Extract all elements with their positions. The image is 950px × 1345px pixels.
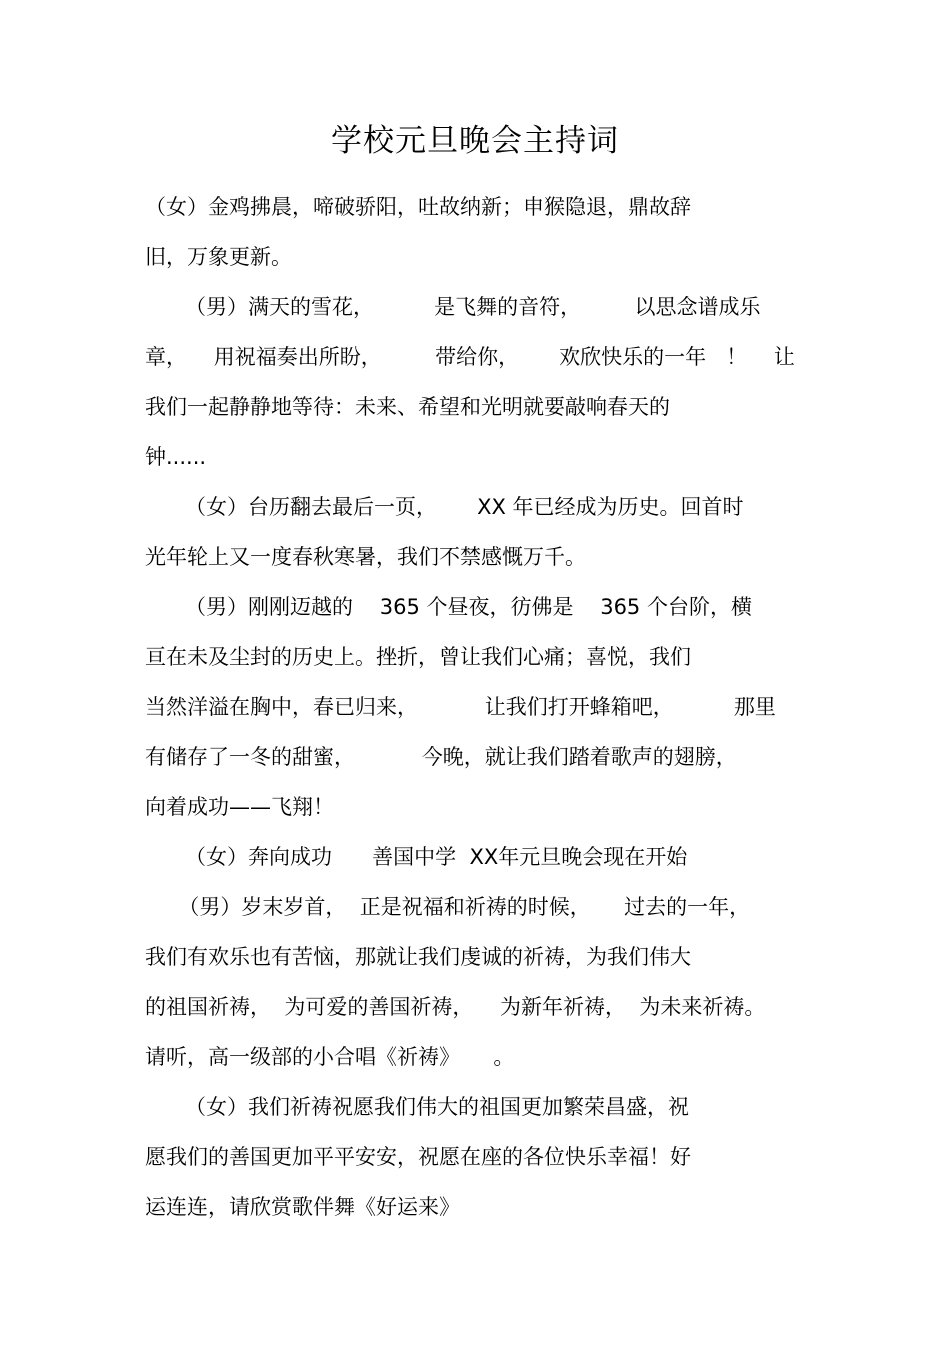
text-line: 钟...... — [145, 445, 207, 469]
text-line: （男）刚刚迈越的 365 个昼夜，彷佛是 365 个台阶，横 — [145, 595, 752, 619]
text-line: 亘在未及尘封的历史上。挫折，曾让我们心痛；喜悦，我们 — [145, 645, 691, 669]
text-line: 向着成功——飞翔！ — [145, 795, 334, 819]
text-line: 旧，万象更新。 — [145, 245, 292, 269]
text-line: 运连连，请欣赏歌伴舞《好运来》 — [145, 1195, 460, 1219]
text-line: 我们有欢乐也有苦恼，那就让我们虔诚的祈祷，为我们伟大 — [145, 945, 691, 969]
text-line: （女）奔向成功 善国中学 XX年元旦晚会现在开始 — [145, 845, 688, 869]
text-line: 章， 用祝福奏出所盼， 带给你， 欢欣快乐的一年 ！ 让 — [145, 345, 795, 369]
text-line: 我们一起静静地等待：未来、希望和光明就要敲响春天的 — [145, 395, 670, 419]
text-line: （男）满天的雪花， 是飞舞的音符， 以思念谱成乐 — [145, 295, 761, 319]
text-line: 有储存了一冬的甜蜜， 今晚，就让我们踏着歌声的翅膀， — [145, 745, 737, 769]
text-line: 光年轮上又一度春秋寒暑，我们不禁感慨万千。 — [145, 545, 586, 569]
document-title: 学校元旦晚会主持词 — [331, 123, 619, 159]
text-line: （女）台历翻去最后一页， XX 年已经成为历史。回首时 — [145, 495, 744, 519]
text-line: 请听，高一级部的小合唱《祈祷》 。 — [145, 1045, 515, 1069]
text-line: （女）我们祈祷祝愿我们伟大的祖国更加繁荣昌盛，祝 — [145, 1095, 690, 1119]
text-line: 当然洋溢在胸中，春已归来， 让我们打开蜂箱吧， 那里 — [145, 695, 776, 719]
text-line: （男）岁末岁首， 正是祝福和祈祷的时候， 过去的一年， — [145, 895, 751, 919]
text-line: 的祖国祈祷， 为可爱的善国祈祷， 为新年祈祷， 为未来祈祷。 — [145, 995, 766, 1019]
text-line: （女）金鸡拂晨，啼破骄阳，吐故纳新；申猴隐退，鼎故辞 — [145, 195, 691, 219]
text-line: 愿我们的善国更加平平安安，祝愿在座的各位快乐幸福！好 — [145, 1145, 691, 1169]
